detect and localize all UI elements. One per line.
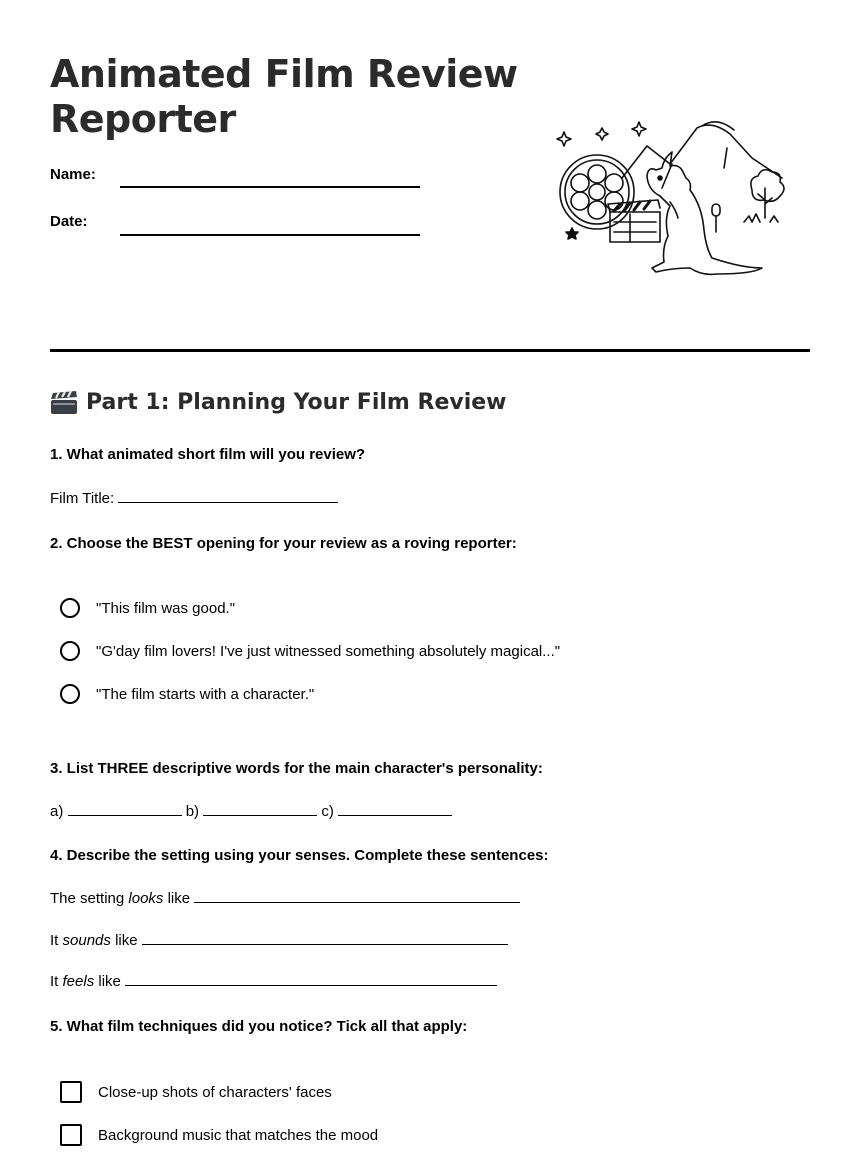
- part-1-title: Part 1: Planning Your Film Review: [86, 390, 507, 415]
- character-words-row: [50, 801, 452, 820]
- question-5: 5. What film techniques did you notice? Tick all that apply:: [50, 1018, 468, 1035]
- tree-icon: [744, 170, 784, 222]
- sense-word: feels: [62, 973, 95, 990]
- technique-option-label: Close-up shots of characters' faces: [98, 1083, 332, 1101]
- part-1-heading: [50, 390, 507, 415]
- sense-word: looks: [128, 890, 164, 907]
- senses-sounds-row: [50, 930, 508, 949]
- microphone-icon: [712, 204, 720, 232]
- film-title-row: [50, 488, 338, 507]
- senses-feels-row: [50, 971, 497, 990]
- opening-option[interactable]: [60, 684, 314, 704]
- feels-like-field[interactable]: [125, 971, 497, 986]
- sentence-start: It: [50, 973, 59, 990]
- checkbox[interactable]: [60, 1081, 82, 1103]
- radio-button[interactable]: [60, 641, 80, 661]
- looks-like-field[interactable]: [194, 888, 520, 903]
- film-title-label: Film Title:: [50, 490, 115, 507]
- sense-word: sounds: [62, 932, 111, 949]
- radio-button[interactable]: [60, 598, 80, 618]
- title-line-2: Reporter: [50, 97, 236, 141]
- radio-button[interactable]: [60, 684, 80, 704]
- mountain-icon: [622, 122, 782, 188]
- name-field[interactable]: [120, 186, 420, 188]
- film-title-field[interactable]: [118, 488, 338, 503]
- name-label: Name:: [50, 166, 96, 183]
- senses-looks-row: [50, 888, 520, 907]
- film-reel-icon: [560, 155, 634, 229]
- word-b-field[interactable]: [203, 801, 317, 816]
- word-a-label: a): [50, 803, 64, 820]
- sentence-like: like: [115, 932, 138, 949]
- date-field[interactable]: [120, 234, 420, 236]
- clapperboard-icon: [608, 200, 660, 242]
- sentence-start: The setting: [50, 890, 125, 907]
- opening-option-label: "This film was good.": [96, 599, 236, 617]
- question-2: 2. Choose the BEST opening for your review as a roving reporter:: [50, 535, 517, 552]
- title-line-1: Animated Film Review: [50, 52, 518, 96]
- opening-option-label: "The film starts with a character.": [96, 685, 315, 703]
- sentence-like: like: [98, 973, 121, 990]
- question-3: 3. List THREE descriptive words for the main character's personality:: [50, 760, 543, 777]
- opening-option[interactable]: [60, 598, 235, 618]
- word-b-label: b): [185, 803, 200, 820]
- kangaroo-reporter-illustration: [552, 118, 792, 288]
- checkbox[interactable]: [60, 1124, 82, 1146]
- technique-option-label: Background music that matches the mood: [98, 1126, 379, 1144]
- star-icon: [566, 228, 578, 239]
- opening-option[interactable]: [60, 641, 560, 661]
- sentence-like: like: [167, 890, 191, 907]
- technique-option[interactable]: [60, 1081, 332, 1103]
- word-c-label: c): [321, 803, 334, 820]
- sentence-start: It: [50, 932, 59, 949]
- question-4: 4. Describe the setting using your senses. Complete these sentences:: [50, 847, 549, 864]
- word-a-field[interactable]: [68, 801, 182, 816]
- sounds-like-field[interactable]: [142, 930, 508, 945]
- date-label: Date:: [50, 213, 88, 230]
- worksheet-title: [50, 52, 518, 142]
- sparkle-icon: [557, 122, 646, 146]
- clapperboard-icon: [50, 391, 78, 415]
- technique-option[interactable]: [60, 1124, 378, 1146]
- kangaroo-icon: [647, 152, 762, 274]
- section-divider: [50, 349, 810, 352]
- word-c-field[interactable]: [338, 801, 452, 816]
- opening-option-label: "G'day film lovers! I've just witnessed something absolutely magical...": [96, 642, 561, 660]
- question-1: 1. What animated short film will you review?: [50, 446, 366, 463]
